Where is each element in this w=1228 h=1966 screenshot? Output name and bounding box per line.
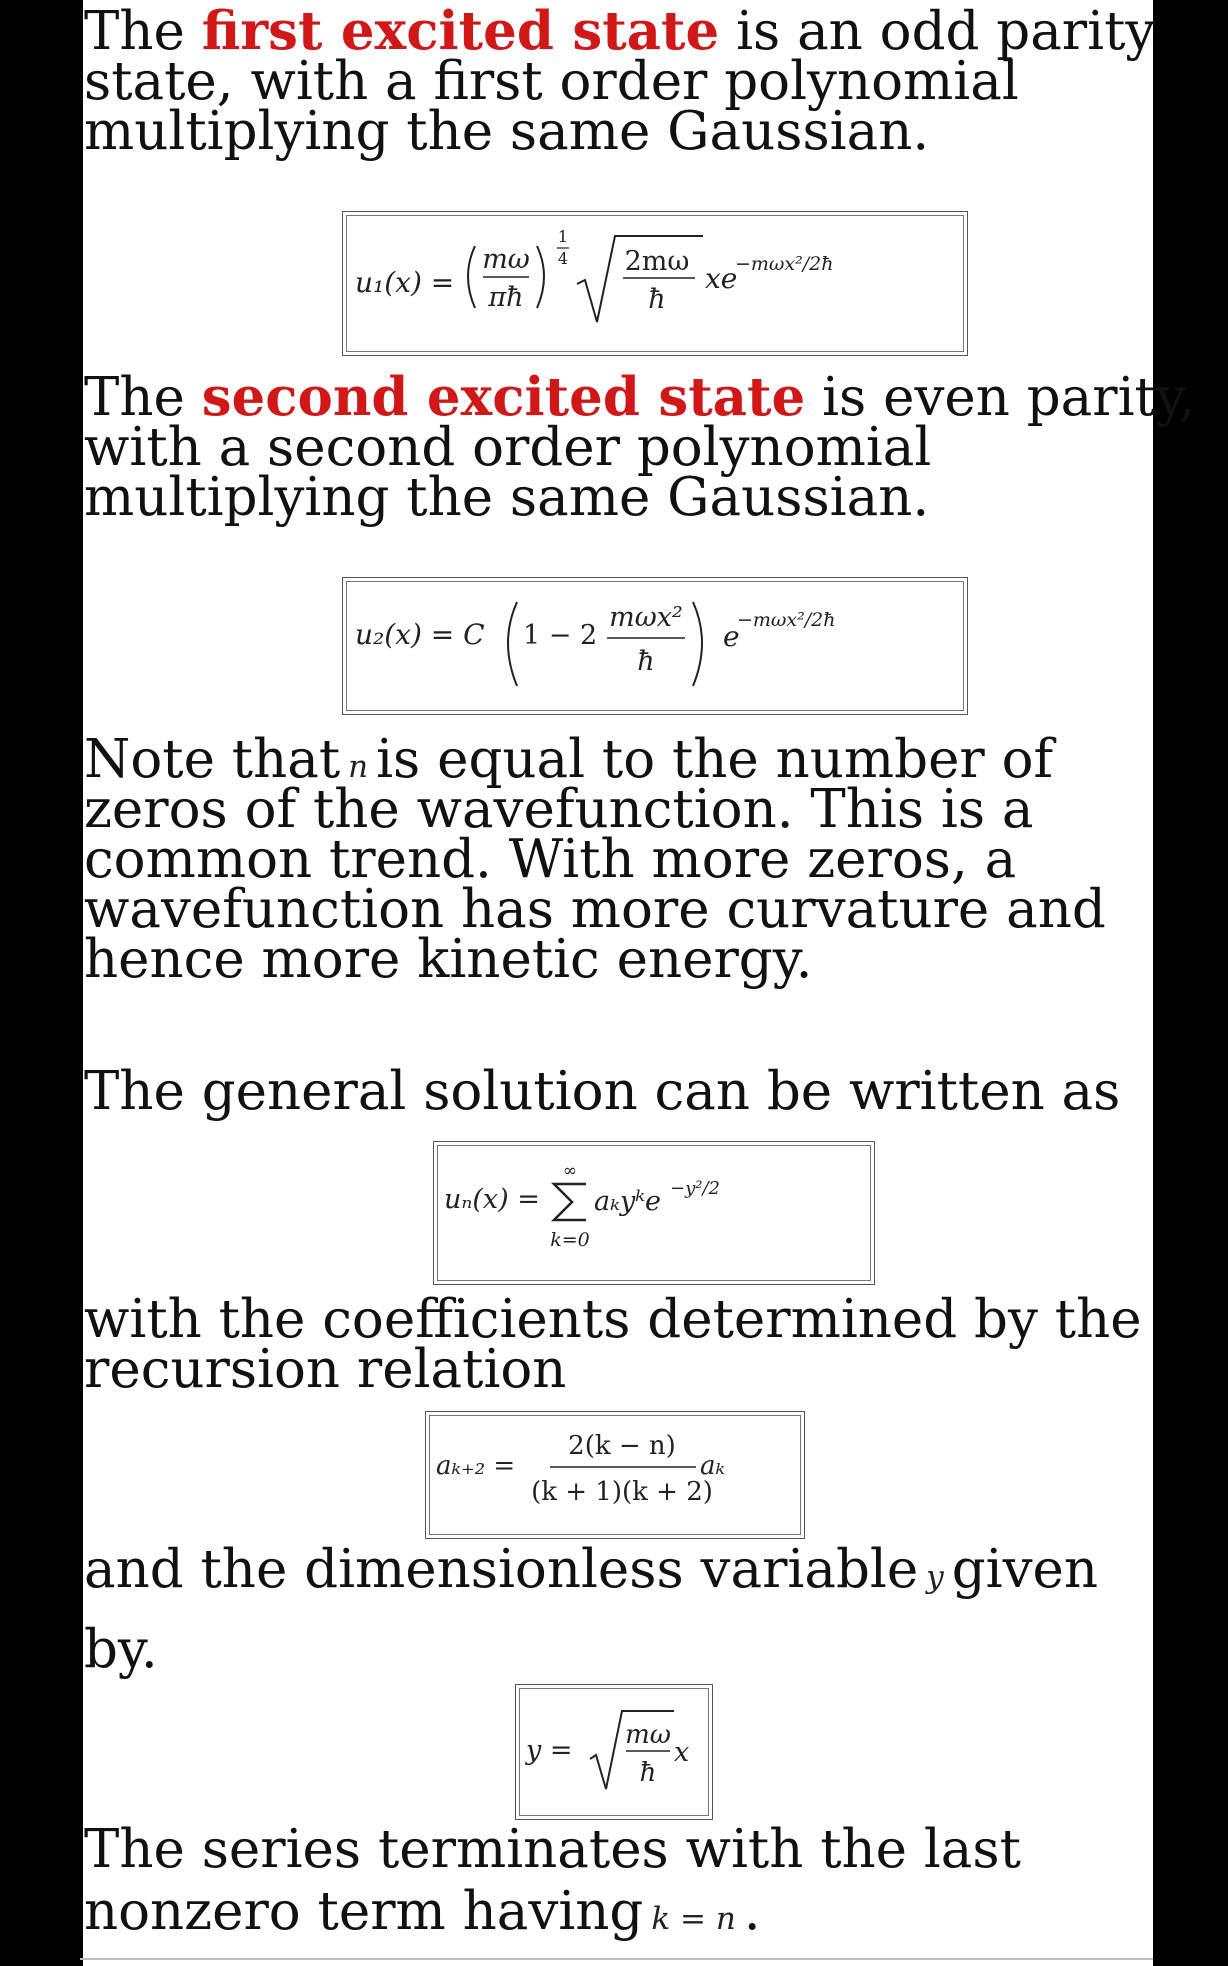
eq-u1-frac-den: πħ xyxy=(488,282,524,313)
paragraph-second-excited-line1: The second excited state is even parity, xyxy=(84,366,1196,428)
bottom-divider xyxy=(80,1958,1153,1960)
paragraph-first-excited-line2: state, with a first order polynomial xyxy=(84,51,1019,112)
equation-y-box xyxy=(515,1684,713,1820)
paragraph-second-excited-line2: with a second order polynomial xyxy=(84,417,932,478)
paragraph-second-excited-line3: multiplying the same Gaussian. xyxy=(84,467,930,528)
paragraph-series-line1: The series terminates with the last xyxy=(84,1819,1021,1880)
paragraph-dimensionless-line2: by. xyxy=(84,1619,158,1680)
left-margin-rule xyxy=(80,0,83,1966)
paragraph-note-line4: wavefunction has more curvature and xyxy=(84,879,1106,940)
eq-u2-frac-den: ħ xyxy=(637,646,655,677)
paragraph-dimensionless-line1: and the dimensionless variable y given xyxy=(84,1539,1099,1600)
equation-un-box xyxy=(433,1141,875,1285)
eq-un-body: aₖyᵏe xyxy=(594,1186,662,1217)
equation-y xyxy=(516,1685,712,1819)
eq-u1-tail: xe xyxy=(705,262,738,295)
highlight-second-excited-state: second excited state xyxy=(201,366,806,428)
equation-u2 xyxy=(343,578,967,714)
paragraph-note-line1: Note that n is equal to the number of xyxy=(84,729,1054,790)
equation-recursion xyxy=(426,1412,804,1538)
highlight-first-excited-state: first excited state xyxy=(201,0,720,62)
eq-u1-lhs: u₁(x) = xyxy=(355,266,455,299)
equation-u1-box xyxy=(342,211,968,356)
eq-y-tail: x xyxy=(674,1737,690,1768)
paragraph-note-line3: common trend. With more zeros, a xyxy=(84,829,1017,890)
paragraph-coefficients-line2: recursion relation xyxy=(84,1339,567,1400)
eq-u1-frac-num: mω xyxy=(482,244,530,275)
paragraph-note-line2: zeros of the wavefunction. This is a xyxy=(84,779,1034,840)
equation-u2-box xyxy=(342,577,968,715)
paragraph-coefficients-line1: with the coefficients determined by the xyxy=(84,1289,1142,1350)
paragraph-general-solution: The general solution can be written as xyxy=(84,1061,1121,1122)
eq-u1-sqrt-num: 2mω xyxy=(624,246,690,277)
eq-u2-tail: e xyxy=(723,620,740,653)
document-page xyxy=(80,0,1196,1966)
paragraph-first-excited-line1: The first excited state is an odd parity xyxy=(84,0,1156,62)
eq-u2-tail-exp: −mωx²/2ħ xyxy=(737,609,836,631)
eq-recursion-tail: aₖ xyxy=(700,1451,725,1481)
eq-u2-frac-num: mωx² xyxy=(609,602,683,633)
inline-math-k-equals-n: k = n xyxy=(651,1901,736,1937)
eq-recursion-den: (k + 1)(k + 2) xyxy=(531,1477,713,1507)
eq-y-lhs: y = xyxy=(526,1735,573,1766)
eq-u2-lhs: u₂(x) = C xyxy=(355,618,485,651)
equation-u1 xyxy=(343,212,967,355)
inline-math-n: n xyxy=(348,749,369,785)
paragraph-series-line2: nonzero term having k = n . xyxy=(84,1881,761,1942)
eq-un-lhs: uₙ(x) = xyxy=(444,1184,540,1215)
equation-un xyxy=(434,1142,874,1284)
eq-u1-exp-den: 4 xyxy=(557,249,569,268)
eq-un-sum-top: ∞ xyxy=(562,1161,578,1181)
eq-recursion-lhs: aₖ₊₂ = xyxy=(436,1451,516,1481)
equation-recursion-box xyxy=(425,1411,805,1539)
paragraph-first-excited-line3: multiplying the same Gaussian. xyxy=(84,101,930,162)
paragraph-note-line5: hence more kinetic energy. xyxy=(84,929,813,990)
eq-recursion-num: 2(k − n) xyxy=(568,1431,676,1461)
eq-y-sqrt-den: ħ xyxy=(639,1758,657,1788)
eq-u2-one-minus: 1 − 2 xyxy=(523,620,598,651)
eq-y-sqrt-num: mω xyxy=(625,1720,671,1750)
eq-u1-sqrt-den: ħ xyxy=(648,284,666,315)
eq-u1-exp-num: 1 xyxy=(557,227,569,246)
eq-un-body-exp: −y²/2 xyxy=(670,1178,720,1199)
eq-u1-tail-exp: −mωx²/2ħ xyxy=(735,253,834,275)
eq-un-sum-bottom: k=0 xyxy=(550,1229,590,1251)
inline-math-y: y xyxy=(926,1559,944,1595)
